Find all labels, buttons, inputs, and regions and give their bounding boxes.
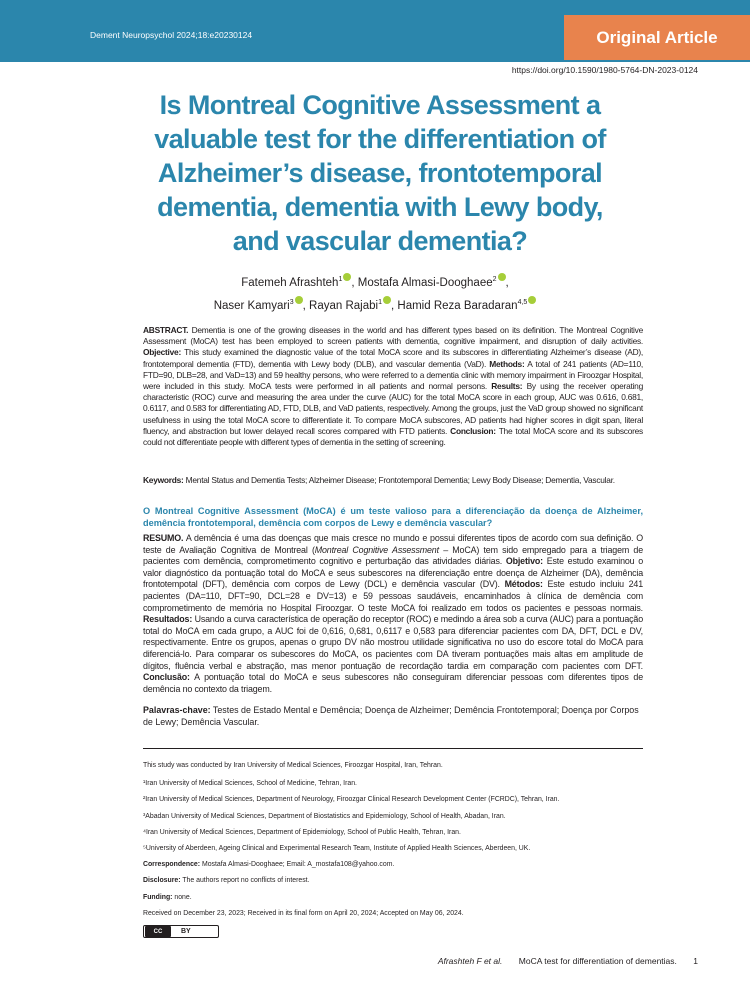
objective-text: This study examined the diagnostic value of the total MoCA score and its subscores in differentiating Alzheimer’s disease (AD), frontotemporal dementia (FTD), dementia with Lewy body (DLB), and vascular dementia (VaD). [143, 347, 643, 369]
article-title: Is Montreal Cognitive Assessment a valuable test for the differentiation of Alzheimer’s disease, frontotemporal dementia, dementia with Lewy body, and vascular dementia? [154, 90, 606, 256]
abstract-intro: Dementia is one of the growing diseases in the world and has different types based on its definition. The Montreal Cognitive Assessment (MoCA) test has been employed to screen patients with dementia, cognitive impairment, and disruption of daily activities. [143, 325, 643, 347]
disclosure-label: Disclosure: [143, 877, 181, 884]
page-number: 1 [693, 956, 698, 966]
resultados-text: Usando a curva característica de operação do receptor (ROC) e medindo a área sob a curva (AUC) para a pontuação total do MoCA em cada grupo, a AUC foi de 0,616, 0,681, 0,6117 e 0,583 para diferenciar pacientes com DA, DFT, DCL e DV, respectivamente. Entre os grupos, apenas o grupo DV não mostrou utilidade significativa no uso do escore total do MoCA para diferenciá-lo. Para comparar os subescores do MoCA, os pacientes com DA tiveram pontuações mais altas em amplitude de dígitos, fluência verbal e abstração, mas menor pontuação de recordação tardia em comparação com pacientes com DFT. [143, 614, 643, 671]
correspondence-text: Mostafa Almasi-Dooghaee; Email: A_mostafa108@yahoo.com. [201, 861, 395, 868]
orcid-icon[interactable] [383, 296, 391, 304]
keywords-label: Keywords: [143, 475, 184, 485]
conclusao-label: Conclusão: [143, 672, 190, 683]
affiliation-4: ⁴Iran University of Medical Sciences, Department of Epidemiology, School of Public Health, Tehran, Iran. [143, 829, 461, 836]
page-footer [438, 956, 698, 966]
abstract [143, 325, 643, 448]
resumo-intro: A demência é uma das doenças que mais cresce no mundo e possui diferentes tipos de acordo com sua definição. O teste de Avaliação Cognitiva de Montreal ( [143, 533, 643, 555]
affiliation-5: ⁵University of Aberdeen, Ageing Clinical and Experimental Research Team, Institute of Applied Health Sciences, Aberdeen, UK. [143, 845, 531, 852]
palavras-chave [143, 705, 643, 728]
author-affiliation: 3 [289, 298, 294, 306]
metodos-text: Este estudo incluiu 241 pacientes (DA=110, DFT=90, DCL=28 e DV=13) e 59 pessoas saudáveis, encaminhados à clínica de demência com comprometimento de memória no Hospital Firoozgar. O teste MoCA foi realizado em todos os pacientes e pessoas normais. [143, 579, 643, 613]
orcid-icon[interactable] [528, 296, 536, 304]
author-affiliation: 1 [338, 276, 343, 283]
funding-label: Funding: [143, 894, 173, 901]
palavras-text: Testes de Estado Mental e Demência; Doença de Alzheimer; Demência Frontotemporal; Doença por Corpos de Lewy; Demência Vascular. [143, 705, 639, 727]
methods-text: A total of 241 patients (AD=110, FTD=90, DLB=28, and VaD=13) and 59 healthy persons, who were referred to a dementia clinic with memory impairment in Firoozgar Hospital, were included in this study. MoCA tests were performed in all patients and normal persons. [143, 358, 644, 392]
affiliation-2: ²Iran University of Medical Sciences, Department of Neurology, Firoozgar Clinical Research Development Center (FCRDC), Tehran, Iran. [143, 796, 560, 803]
funding-text: none. [174, 894, 192, 901]
orcid-icon[interactable] [295, 296, 303, 304]
article-type-badge: Original Article [564, 15, 750, 60]
conclusion-text: The total MoCA score and its subscores could not differentiate people with different types of dementia in the setting of screening. [143, 425, 643, 448]
resumo-label: RESUMO. [143, 533, 184, 543]
doi-link[interactable]: https://doi.org/10.1590/1980-5764-DN-2023-0124 [511, 65, 698, 75]
cc-by-license-badge[interactable] [143, 925, 219, 938]
footer-running-title: MoCA test for differentiation of dementias. [518, 956, 677, 966]
keywords [143, 475, 643, 486]
results-text: By using the receiver operating characteristic (ROC) curve and measuring the area under the curve (AUC) for the total MoCA score in each group, AUC was 0.616, 0.681, 0.6117, and 0.583 for differentiating AD, FTD, DLB, and VaD patients, respectively. Among the groups, just the VaD group showed no significant usefulness in using the total MoCA score to differentiate it. To compare MoCA subscores, AD patients had higher scores in digit span, literal fluency, and abstraction but lower delayed recall scores compared with FTD patients. [143, 381, 643, 436]
author-affiliation: 4,5 [517, 298, 528, 306]
author-name: Mostafa Almasi-Dooghaee [357, 276, 493, 289]
palavras-label: Palavras-chave: [143, 705, 211, 715]
methods-label: Methods: [489, 358, 525, 369]
affiliation-3: ³Abadan University of Medical Sciences, Department of Biostatistics and Epidemiology, School of Health, Abadan, Iran. [143, 813, 506, 820]
orcid-icon[interactable] [498, 273, 506, 281]
author-list: Fatemeh Afrashteh$^1$ , Mostafa Almasi-Dooghaee$^2$ , Naser Kamyari$^3$ , Rayan Rajabi$^1$ , Hamid Reza Baradaran$^{4,5}$ [110, 270, 640, 316]
license-by-label: BY [181, 928, 191, 935]
abstract-label: ABSTRACT. [143, 325, 189, 335]
author-name: Fatemeh Afrashteh [241, 276, 339, 289]
portuguese-title: O Montreal Cognitive Assessment (MoCA) é um teste valioso para a diferenciação da doença de Alzheimer, demência frontotemporal, demência com corpos de Lewy e demência vascular? [143, 506, 643, 528]
results-label: Results: [491, 381, 523, 392]
correspondence-label: Correspondence: [143, 861, 201, 868]
objetivo-label: Objetivo: [505, 556, 543, 567]
author-name: Naser Kamyari [213, 299, 290, 312]
resumo [143, 533, 643, 695]
author-affiliation: 2 [492, 276, 497, 283]
footer-author: Afrashteh F et al. [437, 956, 503, 966]
resumo-intro-end: – MoCA) tem sido empregado para a triagem de pacientes com demência, comprometimento cognitivo e perturbação das atividades diárias. [143, 544, 643, 567]
received-dates: Received on December 23, 2023; Received in its final form on April 20, 2024; Accepted on May 06, 2024. [143, 910, 464, 917]
disclosure-text: The authors report no conflicts of interest. [182, 877, 310, 884]
keywords-text: Mental Status and Dementia Tests; Alzheimer Disease; Frontotemporal Dementia; Lewy Body Disease; Dementia, Vascular. [185, 475, 615, 485]
study-conducted-note: This study was conducted by Iran University of Medical Sciences, Firoozgar Hospital, Iran, Tehran. [143, 762, 443, 769]
author-name: Hamid Reza Baradaran [397, 299, 518, 312]
conclusao-text: A pontuação total do MoCA e seus subescores não conseguiram diferenciar pessoas com diferentes tipos de demência no contexto da triagem. [143, 672, 644, 694]
correspondence [143, 861, 394, 868]
creative-commons-icon: CC [145, 926, 171, 937]
author-name: Rayan Rajabi [309, 299, 379, 312]
journal-reference: Dement Neuropsychol 2024;18:e20230124 [90, 30, 253, 40]
resultados-label: Resultados: [143, 614, 193, 625]
objetivo-text: Este estudo examinou o valor diagnóstico da pontuação total do MoCA e seus subescores na diferenciação entre doença de Alzheimer (DA), demência frontotempotal (DFT), demência com corpos de Lewy (DCL) e demência vascular (DV). [143, 556, 643, 590]
disclosure [143, 877, 310, 884]
funding [143, 894, 192, 901]
divider [143, 748, 643, 749]
resumo-intro-italic: Montreal Cognitive Assessment [314, 544, 439, 555]
objective-label: Objective: [143, 347, 181, 358]
conclusion-label: Conclusion: [450, 425, 496, 436]
affiliation-1: ¹Iran University of Medical Sciences, School of Medicine, Tehran, Iran. [143, 780, 357, 787]
orcid-icon[interactable] [343, 273, 351, 281]
author-affiliation: 1 [378, 298, 382, 306]
metodos-label: Métodos: [504, 579, 543, 590]
